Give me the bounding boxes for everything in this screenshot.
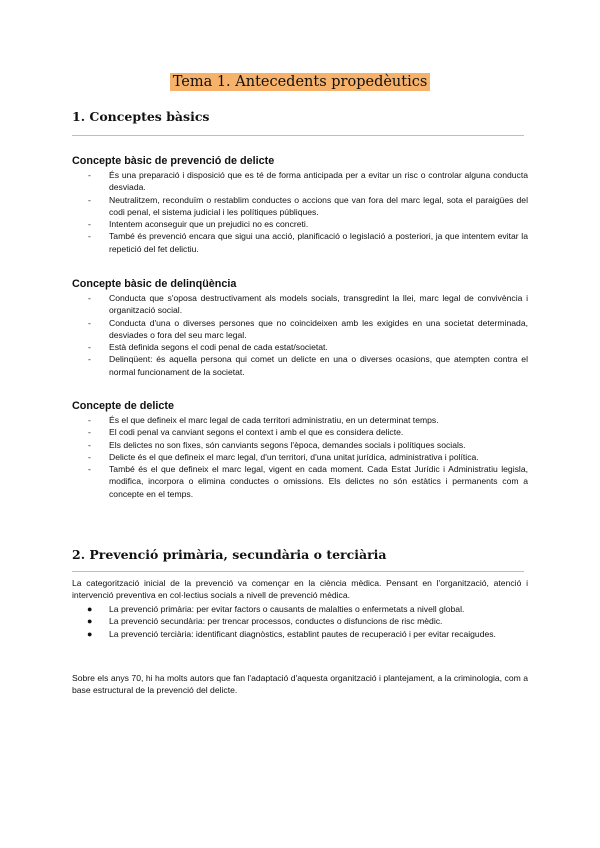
list-item: - Delinqüent: és aquella persona qui comet un delicte en una o diverses ocasions, que atempten contra el normal funcionament de la societat. (88, 354, 528, 377)
document-title: Tema 1. Antecedents propedèutics (170, 73, 431, 91)
list-item: - Conducta que s'oposa destructivament als models socials, transgredint la llei, marc legal de convivència i organització social. (88, 293, 528, 316)
title-wrapper (0, 73, 600, 91)
subsection-delicte-heading: Concepte de delicte (72, 400, 174, 412)
list-item: - Intentem aconseguir que un prejudici no es concreti. (88, 219, 309, 230)
section-2-heading: 2. Prevenció primària, secundària o terciària (72, 547, 387, 562)
list-item: - També és prevenció encara que sigui una acció, planificació o legislació a posteriori, ja que intentem evitar la repetició del fet delictiu. (88, 231, 528, 254)
subsection-prevencio-heading: Concepte bàsic de prevenció de delicte (72, 155, 275, 167)
list-item: - És una preparació i disposició que es té de forma anticipada per a evitar un risc o controlar alguna conducta desviada. (88, 170, 528, 193)
list-item: ● La prevenció terciària: identificant diagnòstics, establint pautes de recuperació i per evitar recaigudes. (87, 628, 496, 639)
section-2-closing: Sobre els anys 70, hi ha molts autors que fan l'adaptació d'aquesta organització i plantejament, a la criminologia, com a base estructural de la prevenció del delicte. (72, 673, 528, 696)
list-item: ● La prevenció secundària: per trencar processos, conductes o disfuncions de risc mèdic. (87, 616, 443, 627)
delinquencia-list (72, 292, 528, 378)
prevencio-list (72, 169, 528, 255)
section-1-divider (72, 135, 524, 136)
subsection-delinquencia-heading: Concepte bàsic de delinqüència (72, 278, 237, 290)
section-2-divider (72, 571, 524, 572)
list-item: ● La prevenció primària: per evitar factors o causants de malalties o enfermetats a nivell global. (87, 604, 465, 614)
section-1-heading: 1. Conceptes bàsics (72, 109, 210, 124)
prevention-types-list (72, 603, 528, 640)
list-item: - Els delictes no son fixes, són canviants segons l'època, demandes socials i polítiques socials. (88, 439, 466, 450)
list-item: - Delicte és el que defineix el marc legal, d'un territori, d'una unitat jurídica, administrativa i política. (88, 451, 479, 462)
list-item: - Conducta d'una o diverses persones que no coincideixen amb les exigides en una societat determinada, desviades o fora del seu marc legal. (88, 317, 528, 340)
list-item: - Neutralitzem, reconduïm o restablim conductes o accions que van fora del marc legal, sota el paraigües del codi penal, el sistema judicial i les polítiques públiques. (88, 194, 528, 217)
list-item: - El codi penal va canviant segons el context i amb el que es considera delicte. (88, 427, 404, 438)
list-item: - També és el que defineix el marc legal, vigent en cada moment. Cada Estat Jurídic i Administratiu legisla, modifica, incorpora o elimina conductes o omissions. Els delictes no són estàtics i permanents com a concepte en el temps. (88, 464, 528, 499)
list-item: - És el que defineix el marc legal de cada territori administratiu, en un determinat temps. (88, 415, 439, 425)
list-item: - Està definida segons el codi penal de cada estat/societat. (88, 342, 328, 353)
section-2-intro: La categorització inicial de la prevenció va començar en la ciència mèdica. Pensant en l'organització, atenció i intervenció preventiva en col·lectius socials a nivell de prevenció mèdica. (72, 578, 528, 601)
delicte-list (72, 414, 528, 500)
